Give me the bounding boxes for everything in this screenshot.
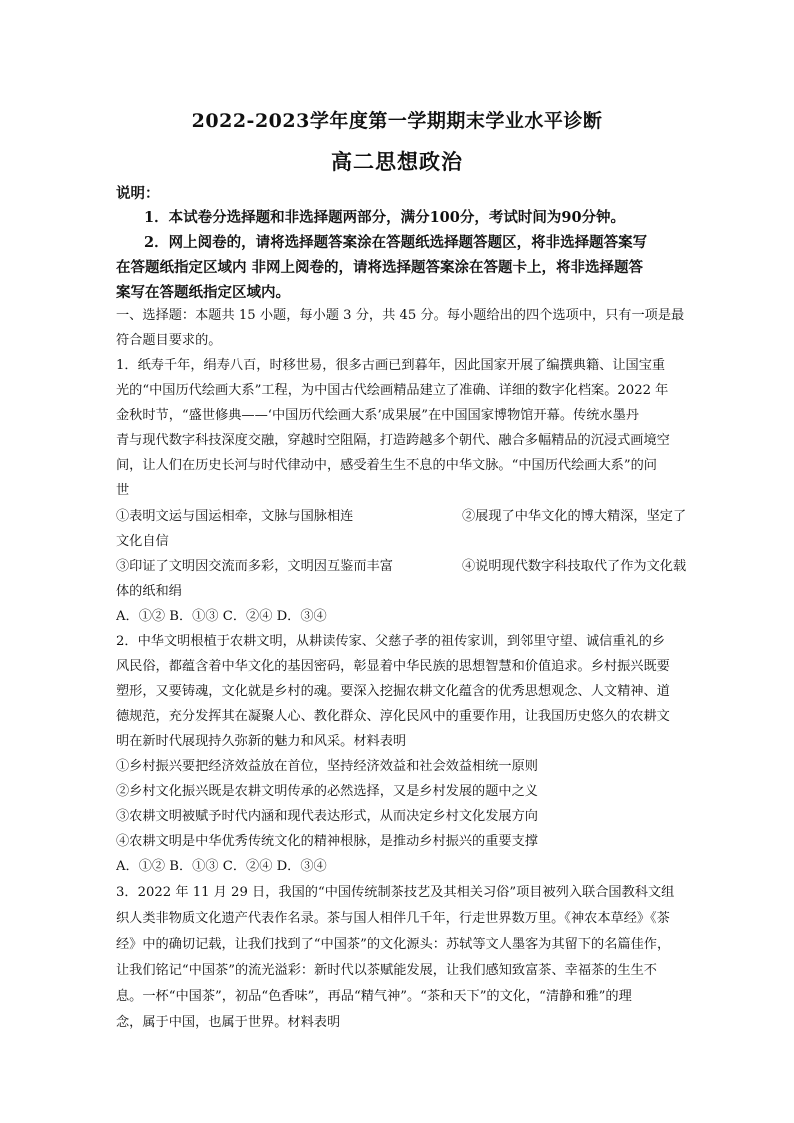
q3-stem-line: 念，属于中国，也属于世界。材料表明 (116, 1015, 341, 1030)
q2-stem-line: 塑形，又要铸魂，文化就是乡村的魂。要深入挖掘农耕文化蕴含的优秀思想观念、人文精神、道 (116, 684, 670, 699)
q1-option-4-cont: 体的纸和绢 (116, 584, 182, 599)
q1-answer-choices: A．①② B．①③ C．②④ D．③④ (116, 609, 327, 624)
instruction-item-2-line-1: 2．网上阅卷的，请将选择题答案涂在答题纸选择题答题区，将非选择题答案写 (144, 234, 648, 251)
q3-stem-line: 织人类非物质文化遗产代表作名录。茶与国人相伴几千年，行走世界数万里。《神农本草经》《茶 (116, 911, 670, 926)
q1-option-4: ④说明现代数字科技取代了作为文化载 (462, 559, 687, 574)
q2-answer-choices: A．①② B．①③ C．②④ D．③④ (116, 859, 327, 874)
section-heading-line-1: 一、选择题：本题共 15 小题，每小题 3 分，共 45 分。每小题给出的四个选项中，只有一项是最 (116, 308, 685, 323)
q2-option-1: ①乡村振兴要把经济效益放在首位，坚持经济效益和社会效益相统一原则 (116, 759, 538, 774)
instruction-item-1: 1．本试卷分选择题和非选择题两部分，满分100分，考试时间为90分钟。 (144, 209, 626, 226)
q3-stem-line: 让我们铭记“中国茶”的流光溢彩：新时代以茶赋能发展，让我们感知致富茶、幸福茶的生生不 (116, 963, 657, 978)
exam-subject: 高二思想政治 (331, 149, 463, 174)
q2-option-2: ②乡村文化振兴既是农耕文明传承的必然选择，又是乡村发展的题中之义 (116, 784, 538, 799)
q1-stem-line: 1．纸寿千年，绢寿八百，时移世易，很多古画已到暮年，因此国家开展了编撰典籍、让国宝重 (116, 358, 666, 373)
q2-stem-line: 风民俗，都蕴含着中华文化的基因密码，彰显着中华民族的思想智慧和价值追求。乡村振兴既要 (116, 659, 670, 674)
q2-option-4: ④农耕文明是中华优秀传统文化的精神根脉，是推动乡村振兴的重要支撑 (116, 834, 538, 849)
q1-option-3: ③印证了文明因交流而多彩，文明因互鉴而丰富 (116, 559, 393, 574)
instructions-label: 说明： (116, 185, 160, 202)
q3-stem-line: 息。一杯“中国茶”，初品“色香味”，再品“精气神”。“茶和天下”的文化，“清静和雅”的理 (116, 989, 632, 1004)
q1-stem-line: 世 (116, 483, 130, 498)
q1-option-row (116, 507, 794, 527)
q1-option-row (116, 557, 794, 577)
instruction-item-2-line-2: 在答题纸指定区域内 非网上阅卷的，请将选择题答案涂在答题卡上，将非选择题答 (116, 259, 644, 276)
q1-option-2-cont: 文化自信 (116, 534, 169, 549)
q2-stem-line: 2．中华文明根植于农耕文明，从耕读传家、父慈子孝的祖传家训，到邻里守望、诚信重礼的乡 (116, 634, 666, 649)
q1-option-2: ②展现了中华文化的博大精深，坚定了 (462, 509, 687, 524)
q3-stem-line: 经》中的确切记载，让我们找到了“中国茶”的文化源头：苏轼等文人墨客为其留下的名篇佳作， (116, 937, 671, 952)
exam-title: 2022-2023学年度第一学期期末学业水平诊断 (191, 110, 603, 132)
q1-option-1: ①表明文运与国运相牵，文脉与国脉相连 (116, 509, 354, 524)
instruction-item-2-line-3: 案写在答题纸指定区域内。 (116, 284, 290, 301)
q1-stem-line: 金秋时节，“盛世修典——‘中国历代绘画大系’成果展”在中国国家博物馆开幕。传统水墨丹 (116, 408, 639, 423)
q1-stem-line: 间，让人们在历史长河与时代律动中，感受着生生不息的中华文脉。“中国历代绘画大系”的问 (116, 458, 657, 473)
q2-option-3: ③农耕文明被赋予时代内涵和现代表达形式，从而决定乡村文化发展方向 (116, 809, 538, 824)
q1-stem-line: 光的“中国历代绘画大系”工程，为中国古代绘画精品建立了准确、详细的数字化档案。2022 年 (116, 383, 669, 398)
section-heading-line-2: 符合题目要求的。 (116, 333, 222, 348)
q1-stem-line: 青与现代数字科技深度交融，穿越时空阻隔，打造跨越多个朝代、融合多幅精品的沉浸式画境空 (116, 433, 670, 448)
q3-stem-line: 3．2022 年 11 月 29 日，我国的“中国传统制茶技艺及其相关习俗”项目被列入联合国教科文组 (116, 885, 675, 900)
q2-stem-line: 德规范，充分发挥其在凝聚人心、教化群众、淳化民风中的重要作用，让我国历史悠久的农耕文 (116, 709, 670, 724)
q2-stem-line: 明在新时代展现持久弥新的魅力和风采。材料表明 (116, 734, 407, 749)
